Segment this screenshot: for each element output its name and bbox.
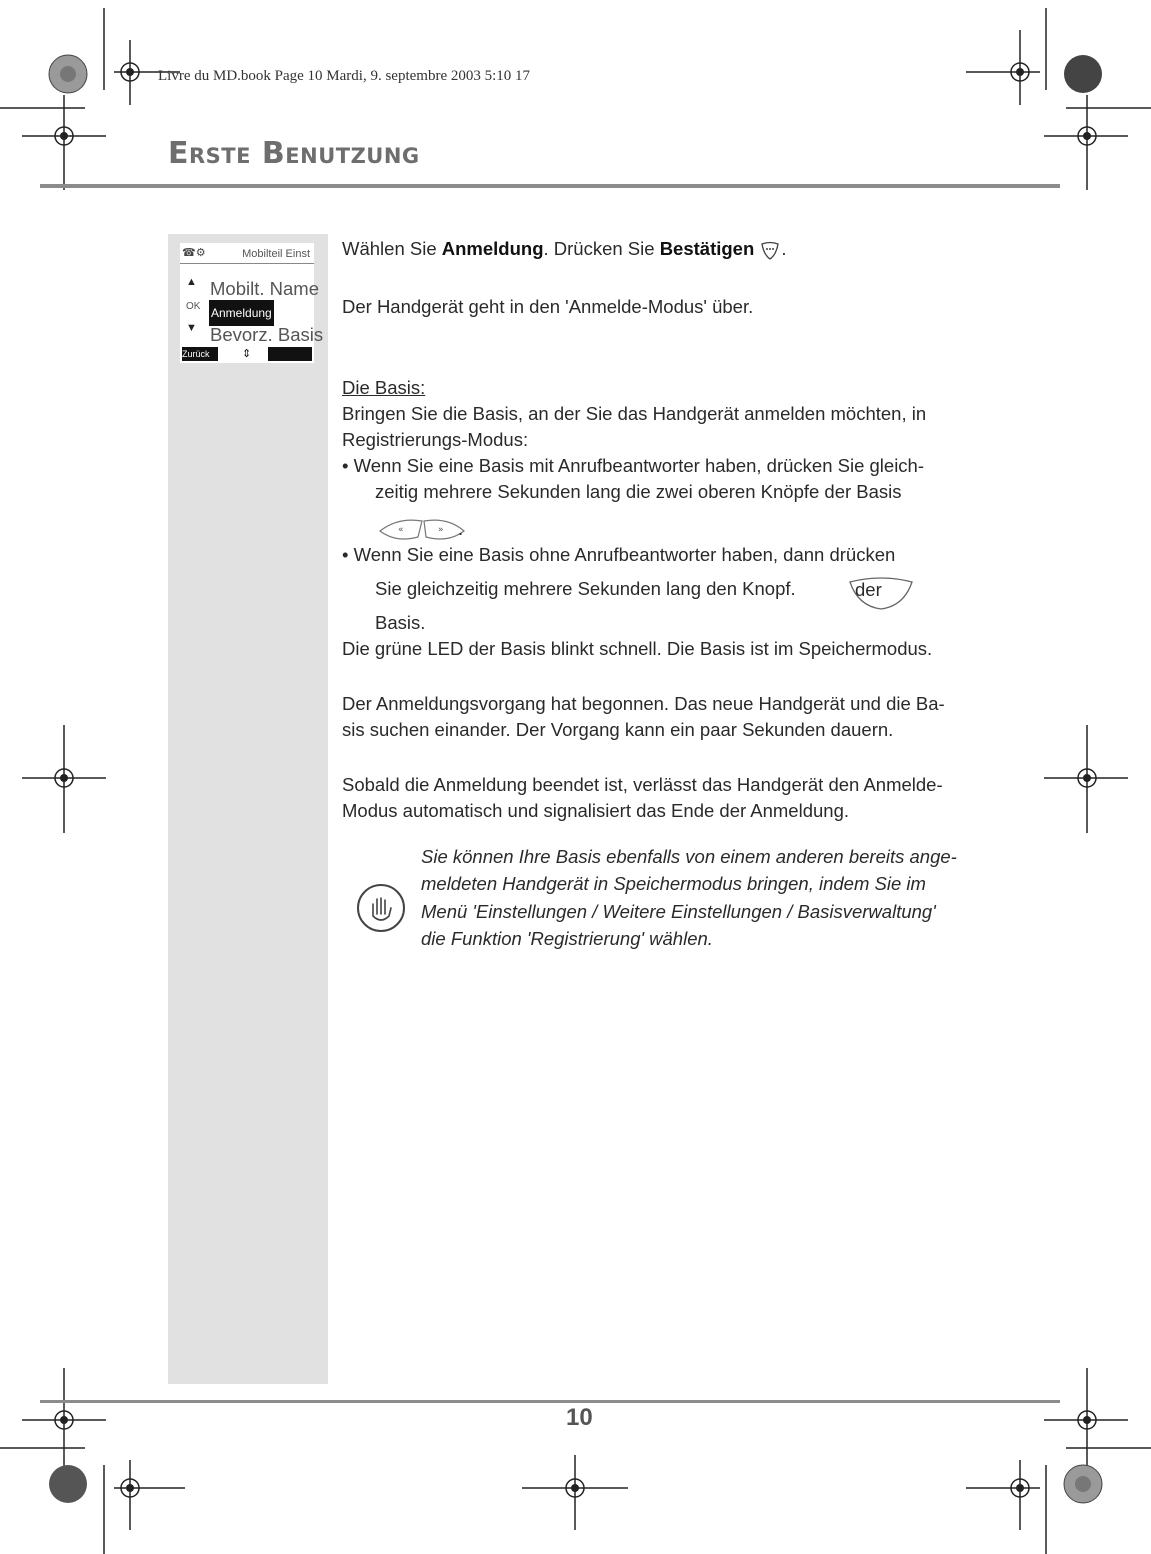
base-key-label: der — [855, 579, 882, 600]
phone-softkeys — [182, 347, 312, 361]
bullet-line: Sie gleichzeitig mehrere Sekunden lang den Knopf. — [375, 578, 796, 599]
paragraph: Der Handgerät geht in den 'Anmelde-Modus' über. — [342, 296, 754, 317]
updown-icon: ⇕ — [242, 348, 252, 360]
footer-rule — [40, 1400, 1060, 1403]
text: . — [781, 238, 787, 259]
section-title: Erste Benutzung — [168, 136, 420, 171]
menu-row-lead: ▲ — [186, 276, 197, 288]
bullet-end: . — [458, 518, 464, 539]
menu-row — [180, 319, 324, 345]
phone-screen-title: Mobilteil Einst — [242, 248, 310, 260]
hand-note-icon — [355, 882, 407, 939]
note-line: meldeten Handgerät in Speichermodus bringen, indem Sie im — [421, 873, 926, 894]
phone-settings-icon: ☎⚙ — [182, 247, 206, 259]
bold-term: Bestätigen — [659, 238, 755, 259]
paragraph-line: Modus automatisch und signalisiert das Ende der Anmeldung. — [342, 800, 849, 821]
sidebar-column — [168, 234, 328, 1384]
title-rule — [40, 184, 1060, 188]
bullet-line: zeitig mehrere Sekunden lang die zwei oberen Knöpfe der Basis — [375, 481, 902, 502]
instruction-line — [342, 236, 787, 262]
page-number: 10 — [566, 1404, 593, 1431]
paragraph-line: Bringen Sie die Basis, an der Sie das Handgerät anmelden möchten, in — [342, 403, 927, 424]
bullet-line: Basis. — [375, 612, 426, 633]
confirm-key-icon — [759, 239, 781, 261]
paragraph-line: Registrierungs-Modus: — [342, 429, 529, 450]
paragraph-line: Der Anmeldungsvorgang hat begonnen. Das neue Handgerät und die Ba- — [342, 693, 945, 714]
menu-row-lead: OK — [186, 301, 201, 312]
svg-text:«: « — [398, 525, 404, 535]
paragraph-line: Sobald die Anmeldung beendet ist, verlässt das Handgerät den Anmelde- — [342, 774, 943, 795]
note-line: Sie können Ihre Basis ebenfalls von einem anderen bereits ange- — [421, 846, 957, 867]
note-line: Menü 'Einstellungen / Weitere Einstellungen / Basisverwaltung' — [421, 901, 936, 922]
paragraph: Die grüne LED der Basis blinkt schnell. Die Basis ist im Speichermodus. — [342, 638, 933, 659]
menu-row-lead: ▼ — [186, 322, 197, 334]
basis-heading: Die Basis: — [342, 377, 426, 398]
text: Wählen Sie — [342, 238, 442, 259]
paragraph-line: sis suchen einander. Der Vorgang kann ein paar Sekunden dauern. — [342, 719, 894, 740]
menu-row-selected — [180, 298, 314, 318]
svg-text:»: » — [438, 525, 444, 535]
menu-row-label-selected: Anmeldung — [209, 300, 274, 326]
bold-term: Anmeldung — [441, 238, 544, 259]
menu-row-label: Bevorz. Basis — [210, 324, 324, 345]
text: . Drücken Sie — [543, 238, 660, 259]
menu-row-label: Mobilt. Name — [210, 278, 319, 299]
bullet-line: • Wenn Sie eine Basis ohne Anrufbeantworter haben, dann drücken — [342, 544, 896, 565]
print-header: Livre du MD.book Page 10 Mardi, 9. septembre 2003 5:10 17 — [158, 68, 531, 84]
phone-screen-header — [180, 243, 314, 264]
bullet-line: • Wenn Sie eine Basis mit Anrufbeantworter haben, drücken Sie gleich- — [342, 455, 925, 476]
base-key-icon — [846, 572, 916, 612]
softkey-back: Zurück — [182, 347, 218, 361]
note-line: die Funktion 'Registrierung' wählen. — [421, 928, 713, 949]
softkey-right — [268, 347, 312, 361]
phone-screen — [180, 243, 324, 363]
menu-row — [180, 273, 319, 299]
